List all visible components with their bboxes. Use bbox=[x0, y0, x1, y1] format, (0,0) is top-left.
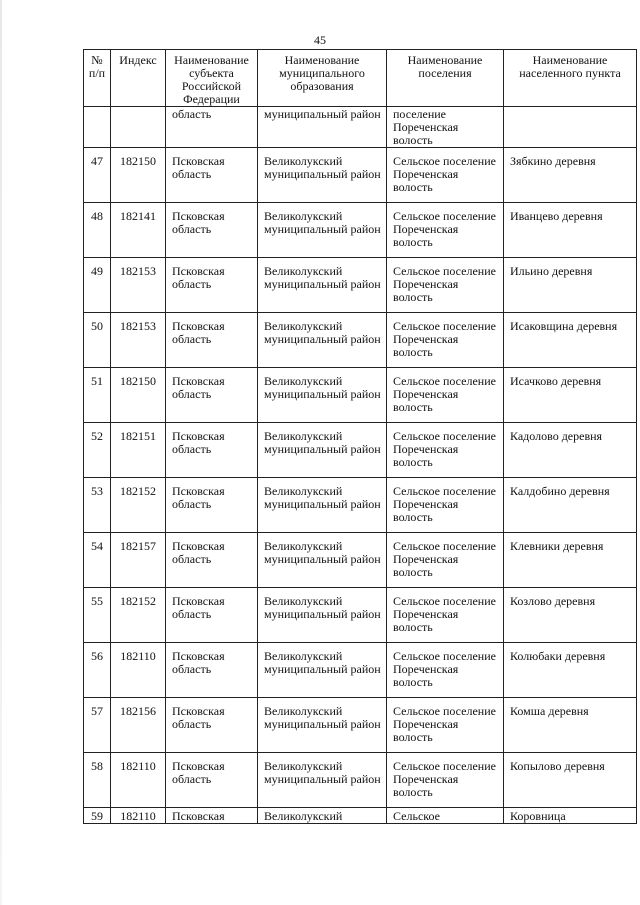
cell-municipality: Великолукский муниципальный район bbox=[258, 588, 387, 643]
scan-edge bbox=[0, 0, 2, 905]
cell-locality: Козлово деревня bbox=[504, 588, 637, 643]
cell-settlement: Сельское поселение Пореченская волость bbox=[387, 478, 504, 533]
cell-settlement: Сельское поселение Пореченская волость bbox=[387, 203, 504, 258]
cell-settlement: Сельское поселение Пореченская волость bbox=[387, 258, 504, 313]
cell-municipality: Великолукский муниципальный район bbox=[258, 533, 387, 588]
cell-number: 54 bbox=[84, 533, 111, 588]
table-row bbox=[84, 258, 637, 313]
table-row bbox=[84, 148, 637, 203]
cell-number: 58 bbox=[84, 753, 111, 808]
header-subject: Наименование субъекта Российской Федерации bbox=[166, 50, 258, 107]
cell-subject: Псковская область bbox=[166, 698, 258, 753]
cell-subject: Псковская bbox=[166, 808, 258, 824]
cell-index: 182110 bbox=[111, 808, 166, 824]
cell-settlement: Сельское bbox=[387, 808, 504, 824]
cell-subject: Псковская область bbox=[166, 368, 258, 423]
cell-settlement: Сельское поселение Пореченская волость bbox=[387, 643, 504, 698]
header-municipality: Наименование муниципального образования bbox=[258, 50, 387, 107]
table-row bbox=[84, 753, 637, 808]
header-index: Индекс bbox=[111, 50, 166, 107]
cell-number bbox=[84, 107, 111, 148]
table-row bbox=[84, 478, 637, 533]
cell-locality: Ильино деревня bbox=[504, 258, 637, 313]
cell-locality: Колюбаки деревня bbox=[504, 643, 637, 698]
table-row bbox=[84, 588, 637, 643]
cell-locality: Клевники деревня bbox=[504, 533, 637, 588]
cell-locality: Кадолово деревня bbox=[504, 423, 637, 478]
cell-settlement: Сельское поселение Пореченская волость bbox=[387, 148, 504, 203]
cell-number: 47 bbox=[84, 148, 111, 203]
cell-municipality: Великолукский муниципальный район bbox=[258, 148, 387, 203]
cell-index: 182150 bbox=[111, 368, 166, 423]
cell-municipality: Великолукский муниципальный район bbox=[258, 478, 387, 533]
continuation-row bbox=[84, 107, 637, 148]
cell-locality: Исаковщина деревня bbox=[504, 313, 637, 368]
cell-index: 182151 bbox=[111, 423, 166, 478]
cell-settlement: поселение Пореченская волость bbox=[387, 107, 504, 148]
table-row bbox=[84, 423, 637, 478]
cell-municipality: Великолукский муниципальный район bbox=[258, 258, 387, 313]
table-header-row bbox=[84, 50, 637, 107]
cell-index: 182150 bbox=[111, 148, 166, 203]
cell-locality: Коровница bbox=[504, 808, 637, 824]
cell-locality: Комша деревня bbox=[504, 698, 637, 753]
cell-index: 182141 bbox=[111, 203, 166, 258]
cell-number: 56 bbox=[84, 643, 111, 698]
cell-index: 182152 bbox=[111, 588, 166, 643]
cell-index: 182110 bbox=[111, 753, 166, 808]
cell-settlement: Сельское поселение Пореченская волость bbox=[387, 313, 504, 368]
cell-number: 50 bbox=[84, 313, 111, 368]
cell-subject: область bbox=[166, 107, 258, 148]
cell-subject: Псковская область bbox=[166, 148, 258, 203]
cell-number: 55 bbox=[84, 588, 111, 643]
table-row bbox=[84, 643, 637, 698]
cell-municipality: Великолукский муниципальный район bbox=[258, 313, 387, 368]
cell-municipality: Великолукский bbox=[258, 808, 387, 824]
cell-municipality: Великолукский муниципальный район bbox=[258, 643, 387, 698]
cell-settlement: Сельское поселение Пореченская волость bbox=[387, 588, 504, 643]
cell-subject: Псковская область bbox=[166, 258, 258, 313]
page-number: 45 bbox=[314, 33, 326, 47]
cell-municipality: Великолукский муниципальный район bbox=[258, 753, 387, 808]
cell-subject: Псковская область bbox=[166, 643, 258, 698]
cell-municipality: Великолукский муниципальный район bbox=[258, 368, 387, 423]
cell-subject: Псковская область bbox=[166, 313, 258, 368]
cell-municipality: муниципальный район bbox=[258, 107, 387, 148]
cell-number: 49 bbox=[84, 258, 111, 313]
cell-subject: Псковская область bbox=[166, 478, 258, 533]
cell-subject: Псковская область bbox=[166, 588, 258, 643]
header-locality: Наименование населенного пункта bbox=[504, 50, 637, 107]
cell-index: 182157 bbox=[111, 533, 166, 588]
cell-municipality: Великолукский муниципальный район bbox=[258, 203, 387, 258]
cell-locality: Иванцево деревня bbox=[504, 203, 637, 258]
cell-number: 51 bbox=[84, 368, 111, 423]
cell-municipality: Великолукский муниципальный район bbox=[258, 423, 387, 478]
cell-number: 52 bbox=[84, 423, 111, 478]
cell-locality: Зябкино деревня bbox=[504, 148, 637, 203]
cell-subject: Псковская область bbox=[166, 423, 258, 478]
cell-number: 48 bbox=[84, 203, 111, 258]
header-number: № п/п bbox=[84, 50, 111, 107]
cell-settlement: Сельское поселение Пореченская волость bbox=[387, 368, 504, 423]
header-settlement: Наименование поселения bbox=[387, 50, 504, 107]
cell-number: 57 bbox=[84, 698, 111, 753]
cell-municipality: Великолукский муниципальный район bbox=[258, 698, 387, 753]
table-row bbox=[84, 698, 637, 753]
cell-index: 182153 bbox=[111, 258, 166, 313]
cell-locality: Копылово деревня bbox=[504, 753, 637, 808]
cell-index bbox=[111, 107, 166, 148]
table-row bbox=[84, 533, 637, 588]
cell-settlement: Сельское поселение Пореченская волость bbox=[387, 698, 504, 753]
cell-index: 182110 bbox=[111, 643, 166, 698]
cell-number: 59 bbox=[84, 808, 111, 824]
cell-locality: Исачково деревня bbox=[504, 368, 637, 423]
settlements-table bbox=[83, 49, 637, 824]
cell-number: 53 bbox=[84, 478, 111, 533]
table-row bbox=[84, 313, 637, 368]
cell-subject: Псковская область bbox=[166, 203, 258, 258]
table-row bbox=[84, 203, 637, 258]
cell-settlement: Сельское поселение Пореченская волость bbox=[387, 423, 504, 478]
cell-index: 182156 bbox=[111, 698, 166, 753]
cell-subject: Псковская область bbox=[166, 533, 258, 588]
table-row bbox=[84, 368, 637, 423]
cell-locality bbox=[504, 107, 637, 148]
cell-subject: Псковская область bbox=[166, 753, 258, 808]
cell-index: 182153 bbox=[111, 313, 166, 368]
cell-settlement: Сельское поселение Пореченская волость bbox=[387, 753, 504, 808]
cell-locality: Калдобино деревня bbox=[504, 478, 637, 533]
table-row-partial bbox=[84, 808, 637, 824]
cell-settlement: Сельское поселение Пореченская волость bbox=[387, 533, 504, 588]
cell-index: 182152 bbox=[111, 478, 166, 533]
